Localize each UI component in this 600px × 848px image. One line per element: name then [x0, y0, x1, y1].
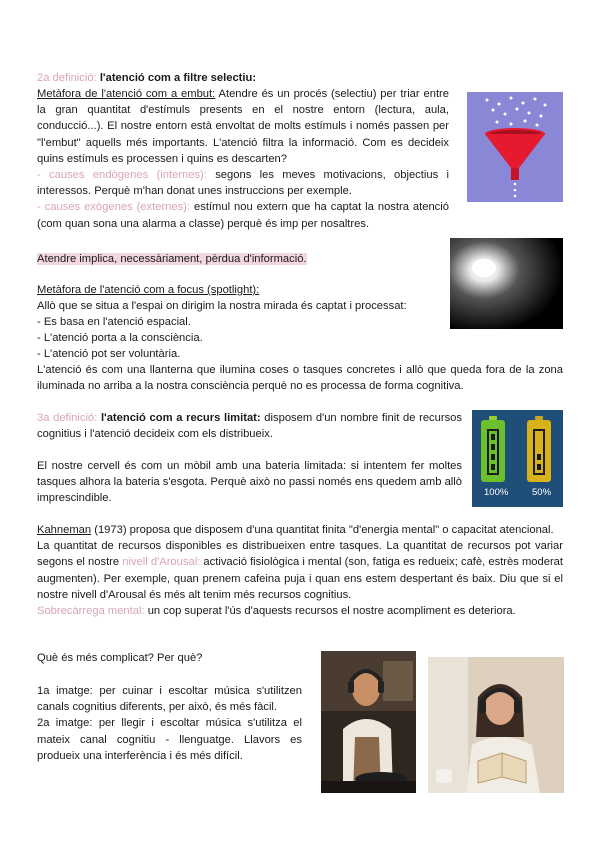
spotlight-text: L'atenció és com una llanterna que ilumina coses o tasques concretes i allò que queda fora de la zona iluminada no arriba a la nostra consciència perquè no es processa de forma cognitiva. [37, 364, 563, 393]
funnel-image [467, 92, 563, 202]
cooking-man-icon [321, 651, 416, 793]
endogenous-label: - causes endògenes (internes): [37, 169, 207, 182]
definition-label: 2a definició: [37, 72, 97, 84]
question-answer: 1a imatge: per cuinar i escoltar música s'utilitzen canals cognitius diferents, per això, és més fàcil. 2a imatge: per llegir i escoltar música s'utilitza el mateix canal cognitiu - llenguatge. Llavors es produeix una interferència i és més difícil. [37, 685, 302, 762]
battery-full-label: 100% [484, 487, 509, 498]
flashlight-icon [450, 238, 563, 329]
question-text: Què és més complicat? Per què? [37, 652, 203, 664]
definition-title: l'atenció com a filtre selectiu: [99, 72, 257, 84]
battery-half-label: 50% [532, 487, 552, 498]
kahneman-name: Kahneman [37, 524, 92, 536]
overload-term: Sobrecàrrega mental: [37, 605, 145, 618]
reading-woman-icon [428, 657, 564, 793]
section-3a-paragraph: 3a definició: l'atenció com a recurs limitat: disposem d'un nombre finit de recursos cognitius i l'atenció decideix com els distribueix. [37, 412, 462, 441]
spotlight-image [450, 238, 563, 329]
funnel-metaphor-text: Atendre és un procés (selectiu) per triar entre la gran quantitat d'estímuls presents en el nostre entorn (lectura, aula, conducció...). El nostre entorn està envoltat de molts estímuls i només passen per "l'embut" aquells més importants. L'atenció filtra la informació. Com es decideix quins estímuls es processen i quins es descarten? [37, 88, 450, 165]
spotlight-bullet: - L'atenció pot ser voluntària. [37, 348, 181, 360]
battery-image [472, 410, 563, 507]
highlight-line: Atendre implica, necessàriament, pèrdua d'informació. [37, 253, 307, 265]
exogenous-label: - causes exògenes (externes): [37, 201, 191, 214]
spotlight-line: Allò que se situa a l'espai on dirigim la nostra mirada és captat i processat: [37, 300, 407, 312]
cooking-photo [321, 651, 416, 793]
definition-title: l'atenció com a recurs limitat: [100, 412, 261, 424]
spotlight-bullet: - Es basa en l'atenció espacial. [37, 316, 191, 328]
reading-photo [428, 657, 564, 793]
exogenous-text: estímul nou extern que ha captat la nostra atenció (com quan sona una alarma a classe) perquè és imp per nosaltres. [37, 201, 449, 230]
definition-label: 3a definició: [37, 412, 98, 424]
kahneman-paragraph: Kahneman (1973) proposa que disposem d'una quantitat finita "d'energia mental" o capacitat atencional. La quantitat de recursos disponibles es distribueixen entre tasques. La quantitat de recursos pot variar segons el nostre nivell d'Arousal: activació fisiològica i mental (son, fatiga es redueix; cafè, estrès moderat augmenten). Per exemple, quan prenem cafeina puja i quan ens estem despertant és baix. Diu que si el nostre nivell d'Arousal és més alt tenim més recursos cognitius. Sobrecàrrega mental: un cop superat l'ús d'aquests recursos el nostre acompliment es deteriora. [37, 524, 564, 618]
funnel-metaphor-paragraph [37, 86, 449, 232]
funnel-icon [467, 92, 563, 202]
spotlight-bullet: - L'atenció porta a la consciència. [37, 332, 203, 344]
endogenous-text: segons les meves motivacions, objectius i interessos. Perquè m'han donat unes instruccions per exemple. [37, 169, 449, 198]
section-2a-heading [37, 70, 457, 86]
funnel-metaphor-title: Metàfora de l'atenció com a embut: [37, 88, 216, 100]
spotlight-title: Metàfora de l'atenció com a focus (spotlight): [37, 284, 260, 296]
arousal-term: nivell d'Arousal: [122, 556, 201, 569]
battery-paragraph: El nostre cervell és com un mòbil amb una bateria limitada: si intentem fer moltes tasques alhora la bateria s'esgota. Perquè això no passi només ens quedem amb allò imprescindible. [37, 460, 462, 505]
